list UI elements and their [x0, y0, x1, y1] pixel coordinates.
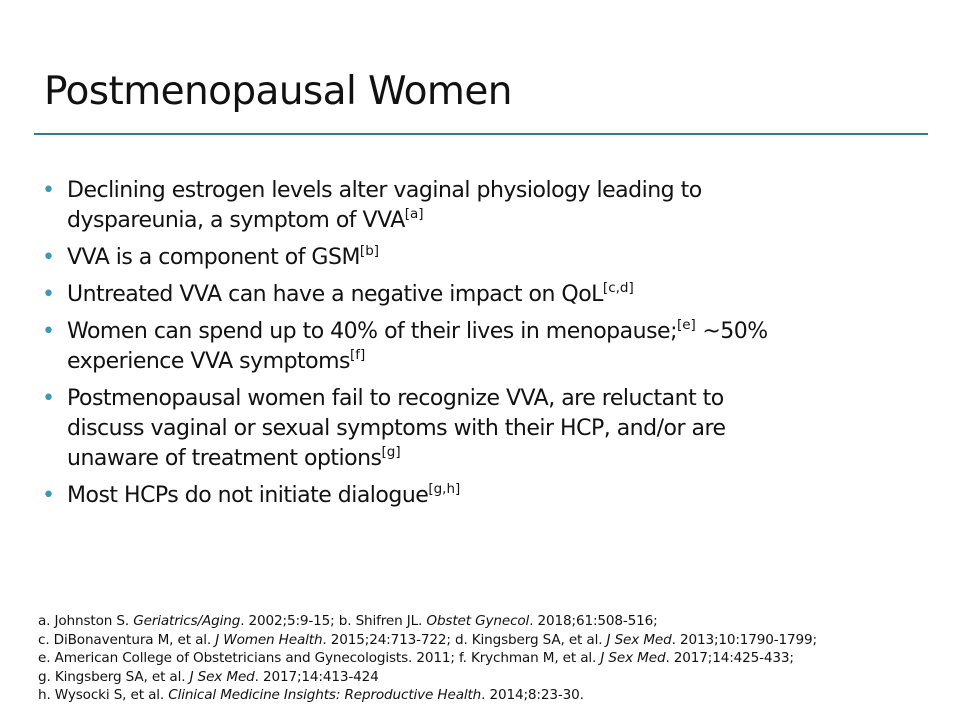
- bullet-dot-icon: •: [42, 178, 55, 203]
- reference-text: g. Kingsberg SA, et al.: [38, 668, 190, 685]
- citation-marker: [g,h]: [428, 481, 461, 497]
- references-block: [38, 612, 938, 705]
- bullet-dot-icon: •: [42, 386, 55, 411]
- bullet-item-menopause: [40, 317, 920, 377]
- bullet-dot-icon: •: [42, 483, 55, 508]
- bullet-text-line: unaware of treatment options: [67, 446, 382, 471]
- reference-journal: Geriatrics/Aging: [133, 613, 241, 629]
- reference-text: a. Johnston S.: [38, 613, 134, 629]
- citation-marker: [g]: [381, 444, 401, 460]
- reference-journal: Clinical Medicine Insights: Reproductive Health: [168, 687, 482, 704]
- reference-journal: J Women Health: [215, 631, 323, 648]
- bullet-text-line: Most HCPs do not initiate dialogue: [67, 483, 429, 508]
- reference-journal: J Sex Med: [600, 650, 666, 667]
- reference-text: . 2017;14:413-424: [254, 668, 379, 685]
- bullet-list: [40, 176, 920, 518]
- bullet-text-line: discuss vaginal or sexual symptoms with their HCP, and/or are: [67, 416, 726, 441]
- bullet-text-line: experience VVA symptoms: [67, 349, 351, 374]
- bullet-dot-icon: •: [42, 245, 55, 270]
- bullet-text-line: Untreated VVA can have a negative impact on QoL: [67, 282, 603, 307]
- bullet-dot-icon: •: [42, 319, 55, 344]
- citation-marker: [e]: [676, 317, 696, 333]
- reference-line: [38, 649, 938, 668]
- reference-text: . 2002;5:9-15; b. Shifren JL.: [240, 613, 427, 629]
- reference-journal: J Sex Med: [606, 631, 672, 648]
- citation-marker: [b]: [359, 243, 380, 259]
- bullet-item-recognition: [40, 384, 920, 474]
- bullet-dot-icon: •: [42, 282, 55, 307]
- citation-marker: [c,d]: [602, 280, 634, 296]
- bullet-text-line: Declining estrogen levels alter vaginal physiology leading to: [67, 178, 702, 203]
- reference-text: e. American College of Obstetricians and Gynecologists. 2011; f. Krychman M, et al.: [38, 650, 601, 667]
- reference-line: [38, 686, 938, 705]
- bullet-text-line: dyspareunia, a symptom of VVA: [67, 208, 405, 233]
- reference-text: . 2017;14:425-433;: [665, 650, 794, 667]
- reference-text: h. Wysocki S, et al.: [38, 687, 169, 704]
- bullet-item-hcp: [40, 481, 920, 511]
- bullet-item-gsm: [40, 243, 920, 273]
- bullet-text-line: Women can spend up to 40% of their lives in menopause;: [67, 319, 677, 344]
- reference-line: [38, 612, 938, 631]
- reference-line: [38, 631, 938, 650]
- bullet-text-line: Postmenopausal women fail to recognize VVA, are reluctant to: [67, 386, 724, 411]
- reference-text: . 2013;10:1790-1799;: [671, 631, 817, 648]
- reference-text: . 2014;8:23-30.: [481, 687, 584, 704]
- bullet-text-line: VVA is a component of GSM: [67, 245, 360, 270]
- title-divider: [34, 133, 928, 135]
- slide-title: Postmenopausal Women: [44, 69, 512, 114]
- reference-journal: Obstet Gynecol: [426, 613, 530, 629]
- reference-line: [38, 668, 938, 687]
- bullet-text-line: ~50%: [695, 319, 768, 344]
- reference-text: . 2015;24:713-722; d. Kingsberg SA, et al.: [322, 631, 607, 648]
- citation-marker: [a]: [404, 206, 424, 222]
- bullet-item-qol: [40, 280, 920, 310]
- bullet-item-estrogen: [40, 176, 920, 236]
- citation-marker: [f]: [350, 347, 366, 363]
- reference-journal: J Sex Med: [189, 668, 255, 685]
- reference-text: . 2018;61:508-516;: [529, 613, 658, 629]
- reference-text: c. DiBonaventura M, et al.: [38, 631, 216, 648]
